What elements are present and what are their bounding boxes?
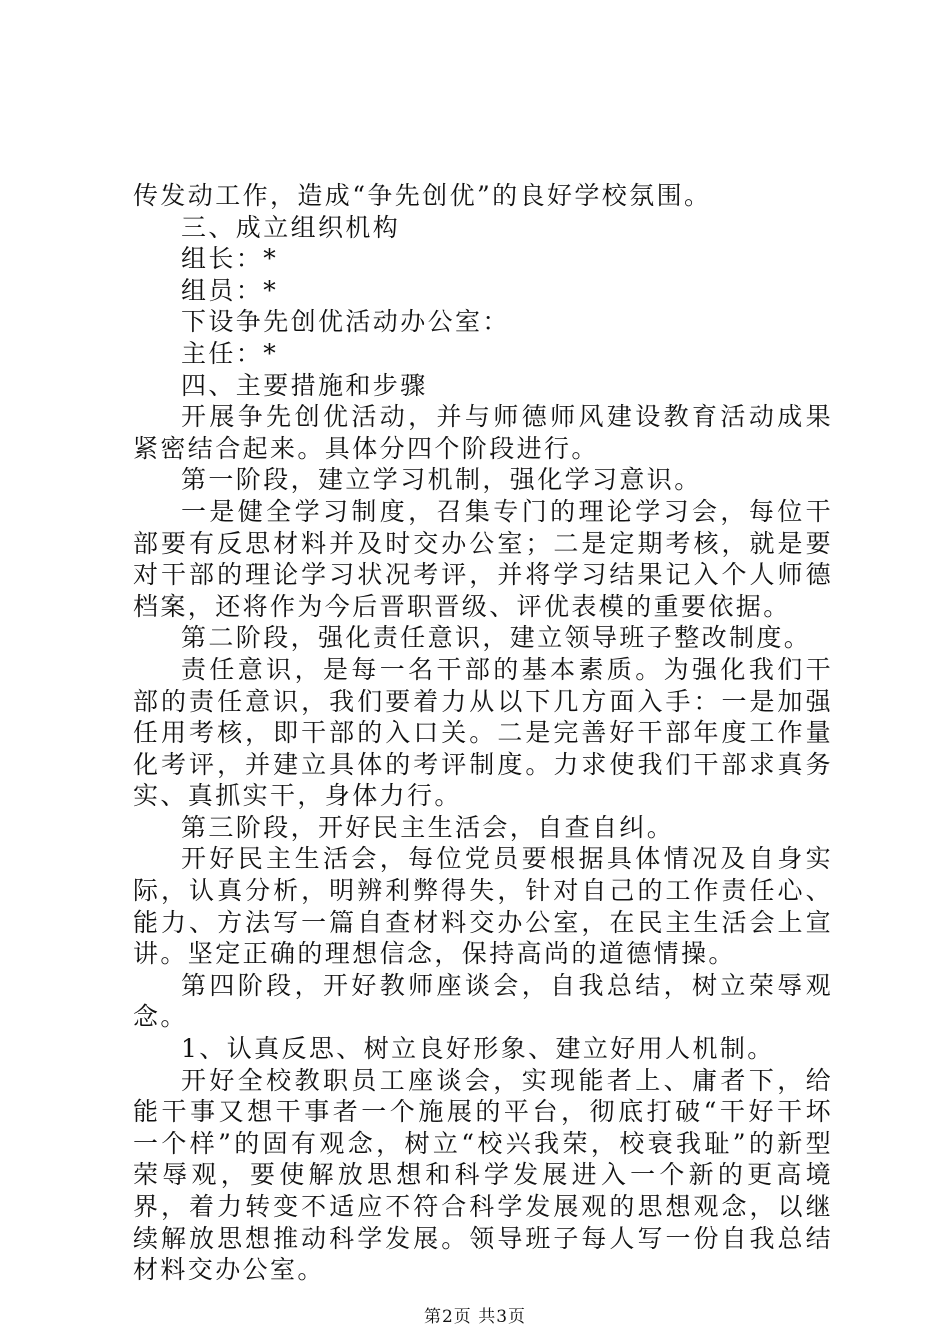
paragraph: 责任意识，是每一名干部的基本素质。为强化我们干部的责任意识，我们要着力从以下几方面入手：一是加强任用考核，即干部的入口关。二是完善好干部年度工作量化考评，并建立具体的考评制度。力求使我们干部求真务实、真抓实干，身体力行。: [133, 654, 833, 811]
page-footer: 第2页 共3页: [423, 1307, 527, 1327]
paragraph: 第一阶段，建立学习机制，强化学习意识。: [181, 465, 702, 495]
paragraph: 开展争先创优活动，并与师德师风建设教育活动成果紧密结合起来。具体分四个阶段进行。: [133, 402, 833, 463]
paragraph: 传发动工作，造成“争先创优”的良好学校氛围。: [133, 181, 712, 210]
paragraph: 第二阶段，强化责任意识，建立领导班子整改制度。: [181, 623, 812, 653]
paragraph: 组员：*: [181, 275, 279, 305]
paragraph: 四、主要措施和步骤: [181, 370, 428, 400]
paragraph: 1、认真反思、树立良好形象、建立好用人机制。: [181, 1034, 775, 1064]
paragraph: 下设争先创优活动办公室：: [181, 307, 510, 337]
paragraph: 三、成立组织机构: [181, 212, 401, 242]
document-body: [133, 180, 833, 1286]
paragraph: 组长：*: [181, 244, 279, 274]
paragraph: 第四阶段，开好教师座谈会，自我总结，树立荣辱观念。: [133, 970, 833, 1032]
paragraph: 一是健全学习制度，召集专门的理论学习会，每位干部要有反思材料并及时交办公室；二是定期考核，就是要对干部的理论学习状况考评，并将学习结果记入个人师德档案，还将作为今后晋职晋级、评优表模的重要依据。: [133, 496, 833, 621]
paragraph: 主任：*: [181, 338, 279, 368]
paragraph: 开好全校教职员工座谈会，实现能者上、庸者下，给能干事又想干事者一个施展的平台，彻底打破“干好干坏一个样”的固有观念，树立“校兴我荣，校衰我耻”的新型荣辱观，要使解放思想和科学发展进入一个新的更高境界，着力转变不适应不符合科学发展观的思想观念，以继续解放思想推动科学发展。领导班子每人写一份自我总结材料交办公室。: [133, 1065, 833, 1285]
paragraph: 开好民主生活会，每位党员要根据具体情况及自身实际，认真分析，明辨利弊得失，针对自己的工作责任心、能力、方法写一篇自查材料交办公室，在民主生活会上宣讲。坚定正确的理想信念，保持高尚的道德情操。: [133, 844, 833, 969]
paragraph: 第三阶段，开好民主生活会，自查自纠。: [181, 812, 675, 842]
